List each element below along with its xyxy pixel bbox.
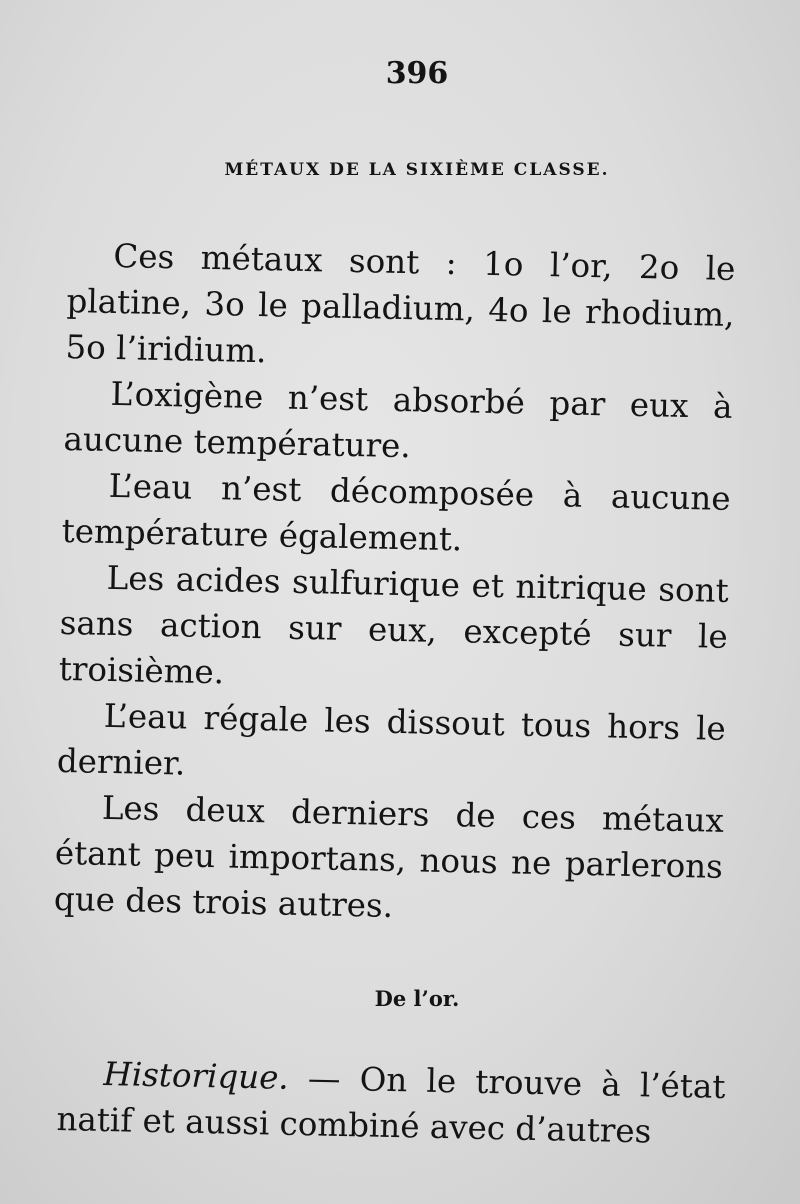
page-number: 396 bbox=[385, 56, 449, 91]
paragraph-water: L’eau n’est décomposée à aucune température également. bbox=[61, 466, 731, 559]
paragraph-aqua-regia: L’eau régale les dissout tous hors le dernier. bbox=[56, 696, 727, 783]
paragraph-acids: Les acides sulfurique et nitrique sont sans action sur eux, excepté sur le troisième. bbox=[58, 558, 730, 692]
paragraph-oxygen: L’oxigène n’est absorbé par eux à aucune température. bbox=[63, 374, 733, 466]
body-text bbox=[54, 232, 736, 936]
paragraph-metals-list: Ces métaux sont : 1o l’or, 2o le platine, 3o le palladium, 4o le rhodium, 5o l’iridium. bbox=[65, 236, 736, 371]
paragraph-historique bbox=[56, 1050, 726, 1156]
paragraph-conclusion: Les deux derniers de ces métaux étant peu importans, nous ne parlerons que des trois autres. bbox=[53, 788, 725, 925]
paragraph-historique-text: — On le trouve à l’état natif et aussi combiné avec d’autres bbox=[56, 1058, 726, 1151]
section-heading: MÉTAUX DE LA SIXIÈME CLASSE. bbox=[224, 160, 610, 180]
run-in-heading: Historique. bbox=[103, 1054, 290, 1097]
subsection-heading: De l’or. bbox=[374, 986, 460, 1011]
closing-text bbox=[56, 1050, 726, 1156]
